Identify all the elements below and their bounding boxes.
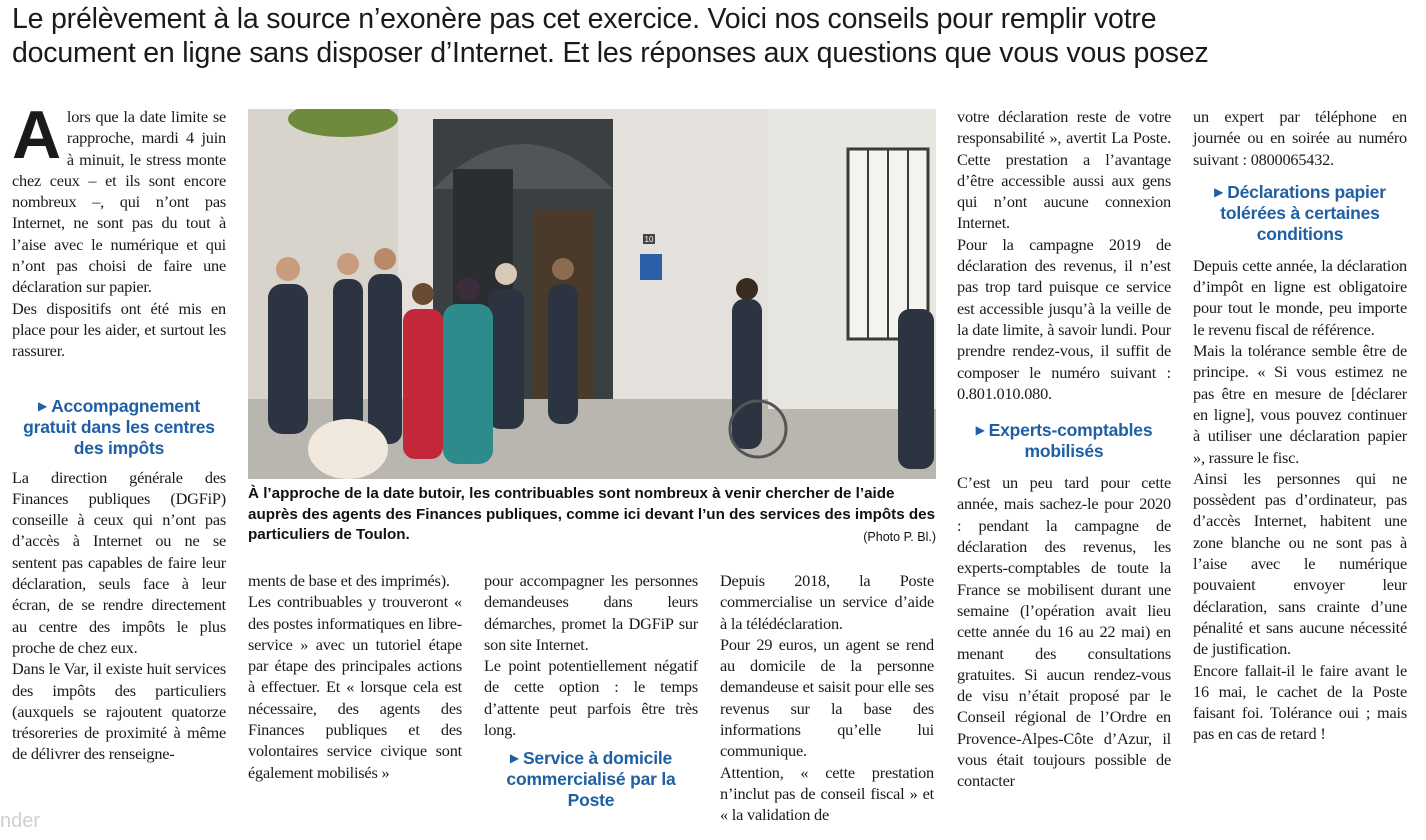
s2-paragraph-4: votre déclaration reste de votre responsabilité », avertit La Poste. Cette prestation a l’avantage d’être accessible aussi aux gens qui n’ont aucune connexion Internet. [957,107,1171,233]
subheading-experts-comptables: ▶ Experts-comptables mobilisés [975,420,1153,462]
article-headline [12,2,1417,70]
triangle-bullet-icon: ▶ [1214,184,1224,199]
subheading-declarations-papier: ▶ Déclarations papier tolérées à certaines conditions [1214,181,1386,244]
triangle-bullet-icon: ▶ [975,423,985,438]
column-2 [248,570,462,783]
column-5 [957,106,1171,792]
triangle-bullet-icon: ▶ [38,398,48,413]
s3-paragraph-1: C’est un peu tard pour cette année, mais sachez-le pour 2020 : pendant la campagne de déclaration des revenus, les experts-comptables de toute la France se mobilisent durant une semaine (l’opération avait lieu cette année du 16 au 22 mai) en menant des consultations gratuites. Si aucun rendez-vous de visu n’était proposé par le Conseil régional de l’Ordre en Provence-Alpes-Côte d’Azur, il vous était toujours possible de contacter [957,473,1171,791]
news-photo [248,109,936,479]
column-3 [484,570,698,811]
subheading-service-domicile: ▶ Service à domicile commercialisé par la Poste [506,748,676,811]
photo-caption [248,484,936,548]
door-number: 10 [644,235,654,244]
s1-paragraph-3: ments de base et des imprimés). [248,571,450,590]
s4-paragraph-1: Depuis cette année, la déclaration d’impôt en ligne est obligatoire pour tout le monde, peu importe le revenu fiscal de référence. [1193,255,1407,339]
s2-paragraph-2: Pour 29 euros, un agent se rend au domicile de la personne demandeuse et saisit pour elle ses revenus sur la base des informations qu’elle lui communique. [720,634,934,761]
s4-paragraph-3: Ainsi les personnes qui ne possèdent pas d’ordinateur, pas d’accès Internet, habitent une zone blanche ou ne sont pas à l’aise avec le numérique pouvaient envoyer leur déclaration, sans crainte d’une pénalité et sans aucune nécessité de justification. [1193,468,1407,659]
headline-line-1: Le prélèvement à la source n’exonère pas cet exercice. Voici nos conseils pour remplir votre [12,3,1157,35]
column-4 [720,570,934,826]
s4-paragraph-4: Encore fallait-il le faire avant le 16 mai, le cachet de la Poste faisant foi. Tolérance oui ; mais pas en cas de retard ! [1193,660,1407,744]
s4-paragraph-2: Mais la tolérance semble être de principe. « Si vous estimez ne pas être en mesure de [déclarer en ligne], vous pouvez continuer à utiliser une déclaration papier », rassure le fisc. [1193,341,1407,467]
watermark-text: nder [0,810,41,832]
s1-paragraph-6: Le point potentiellement négatif de cette option : le temps d’attente peut parfois être très long. [484,656,698,740]
s2-paragraph-1: Depuis 2018, la Poste commercialise un service d’aide à la télédéclaration. [720,571,934,633]
subheading-accompagnement: ▶ Accompagnement gratuit dans les centres des impôts [23,395,215,458]
caption-text: À l’approche de la date butoir, les contribuables sont nombreux à venir chercher de l’aide auprès des agents des Finances publiques, comme ici devant l’un des services des impôts des particuliers de Toulon. [248,485,936,543]
s2-paragraph-5: Pour la campagne 2019 de déclaration des revenus, il n’est pas trop tard puisque ce service est accessible jusqu’à la veille de la date limite, à savoir lundi. Pour prendre rendez-vous, il suffit de composer le numéro suivant : 0.801.010.080. [957,234,1171,403]
s3-paragraph-2: un expert par téléphone en journée ou en soirée au numéro suivant : 0800065432. [1193,107,1407,169]
s1-paragraph-5: pour accompagner les personnes demandeuses dans leurs démarches, promet la DGFiP sur son site Internet. [484,571,698,654]
intro-paragraph-1: lors que la date limite se rapproche, mardi 4 juin à minuit, le stress monte chez ceux – et ils sont encore nombreux –, qui n’ont pas Internet, ne sont pas du tout à l’aise avec le numérique et qui n’ont pas choisi de faire une déclaration sur papier. [12,107,226,297]
drop-cap: A [12,97,61,173]
headline-line-2: document en ligne sans disposer d’Internet. Et les réponses aux questions que vous vous posez [12,37,1209,69]
s1-paragraph-1: La direction générale des Finances publiques (DGFiP) conseille à ceux qui n’ont pas d’accès à Internet ou ne se sentent pas capables de faire leur déclaration, seuls face à leur écran, de se rendre directement au centre des impôts le plus proche de chez eux. [12,467,226,657]
photo-credit: (Photo P. Bl.) [863,530,936,544]
photo-illustration [248,109,936,479]
s2-paragraph-3: Attention, « cette prestation n’inclut pas de conseil fiscal » et « la validation de [720,762,934,825]
column-6 [1193,106,1407,745]
triangle-bullet-icon: ▶ [509,751,519,766]
intro-paragraph-2: Des dispositifs ont été mis en place pour les aider, et surtout les rassurer. [12,298,226,361]
s1-paragraph-4: Les contribuables y trouveront « des postes informatiques en libre-service » avec un tutoriel étape par étape des principales actions à effectuer. Et « lorsque cela est nécessaire, des agents des Finances publiques et des volontaires service civique sont également mobilisés » [248,592,462,782]
column-1 [12,97,226,765]
s1-paragraph-2: Dans le Var, il existe huit services des impôts des particuliers (auxquels se rajoutent quatorze trésoreries de proximité à même de délivrer des renseigne- [12,659,226,764]
